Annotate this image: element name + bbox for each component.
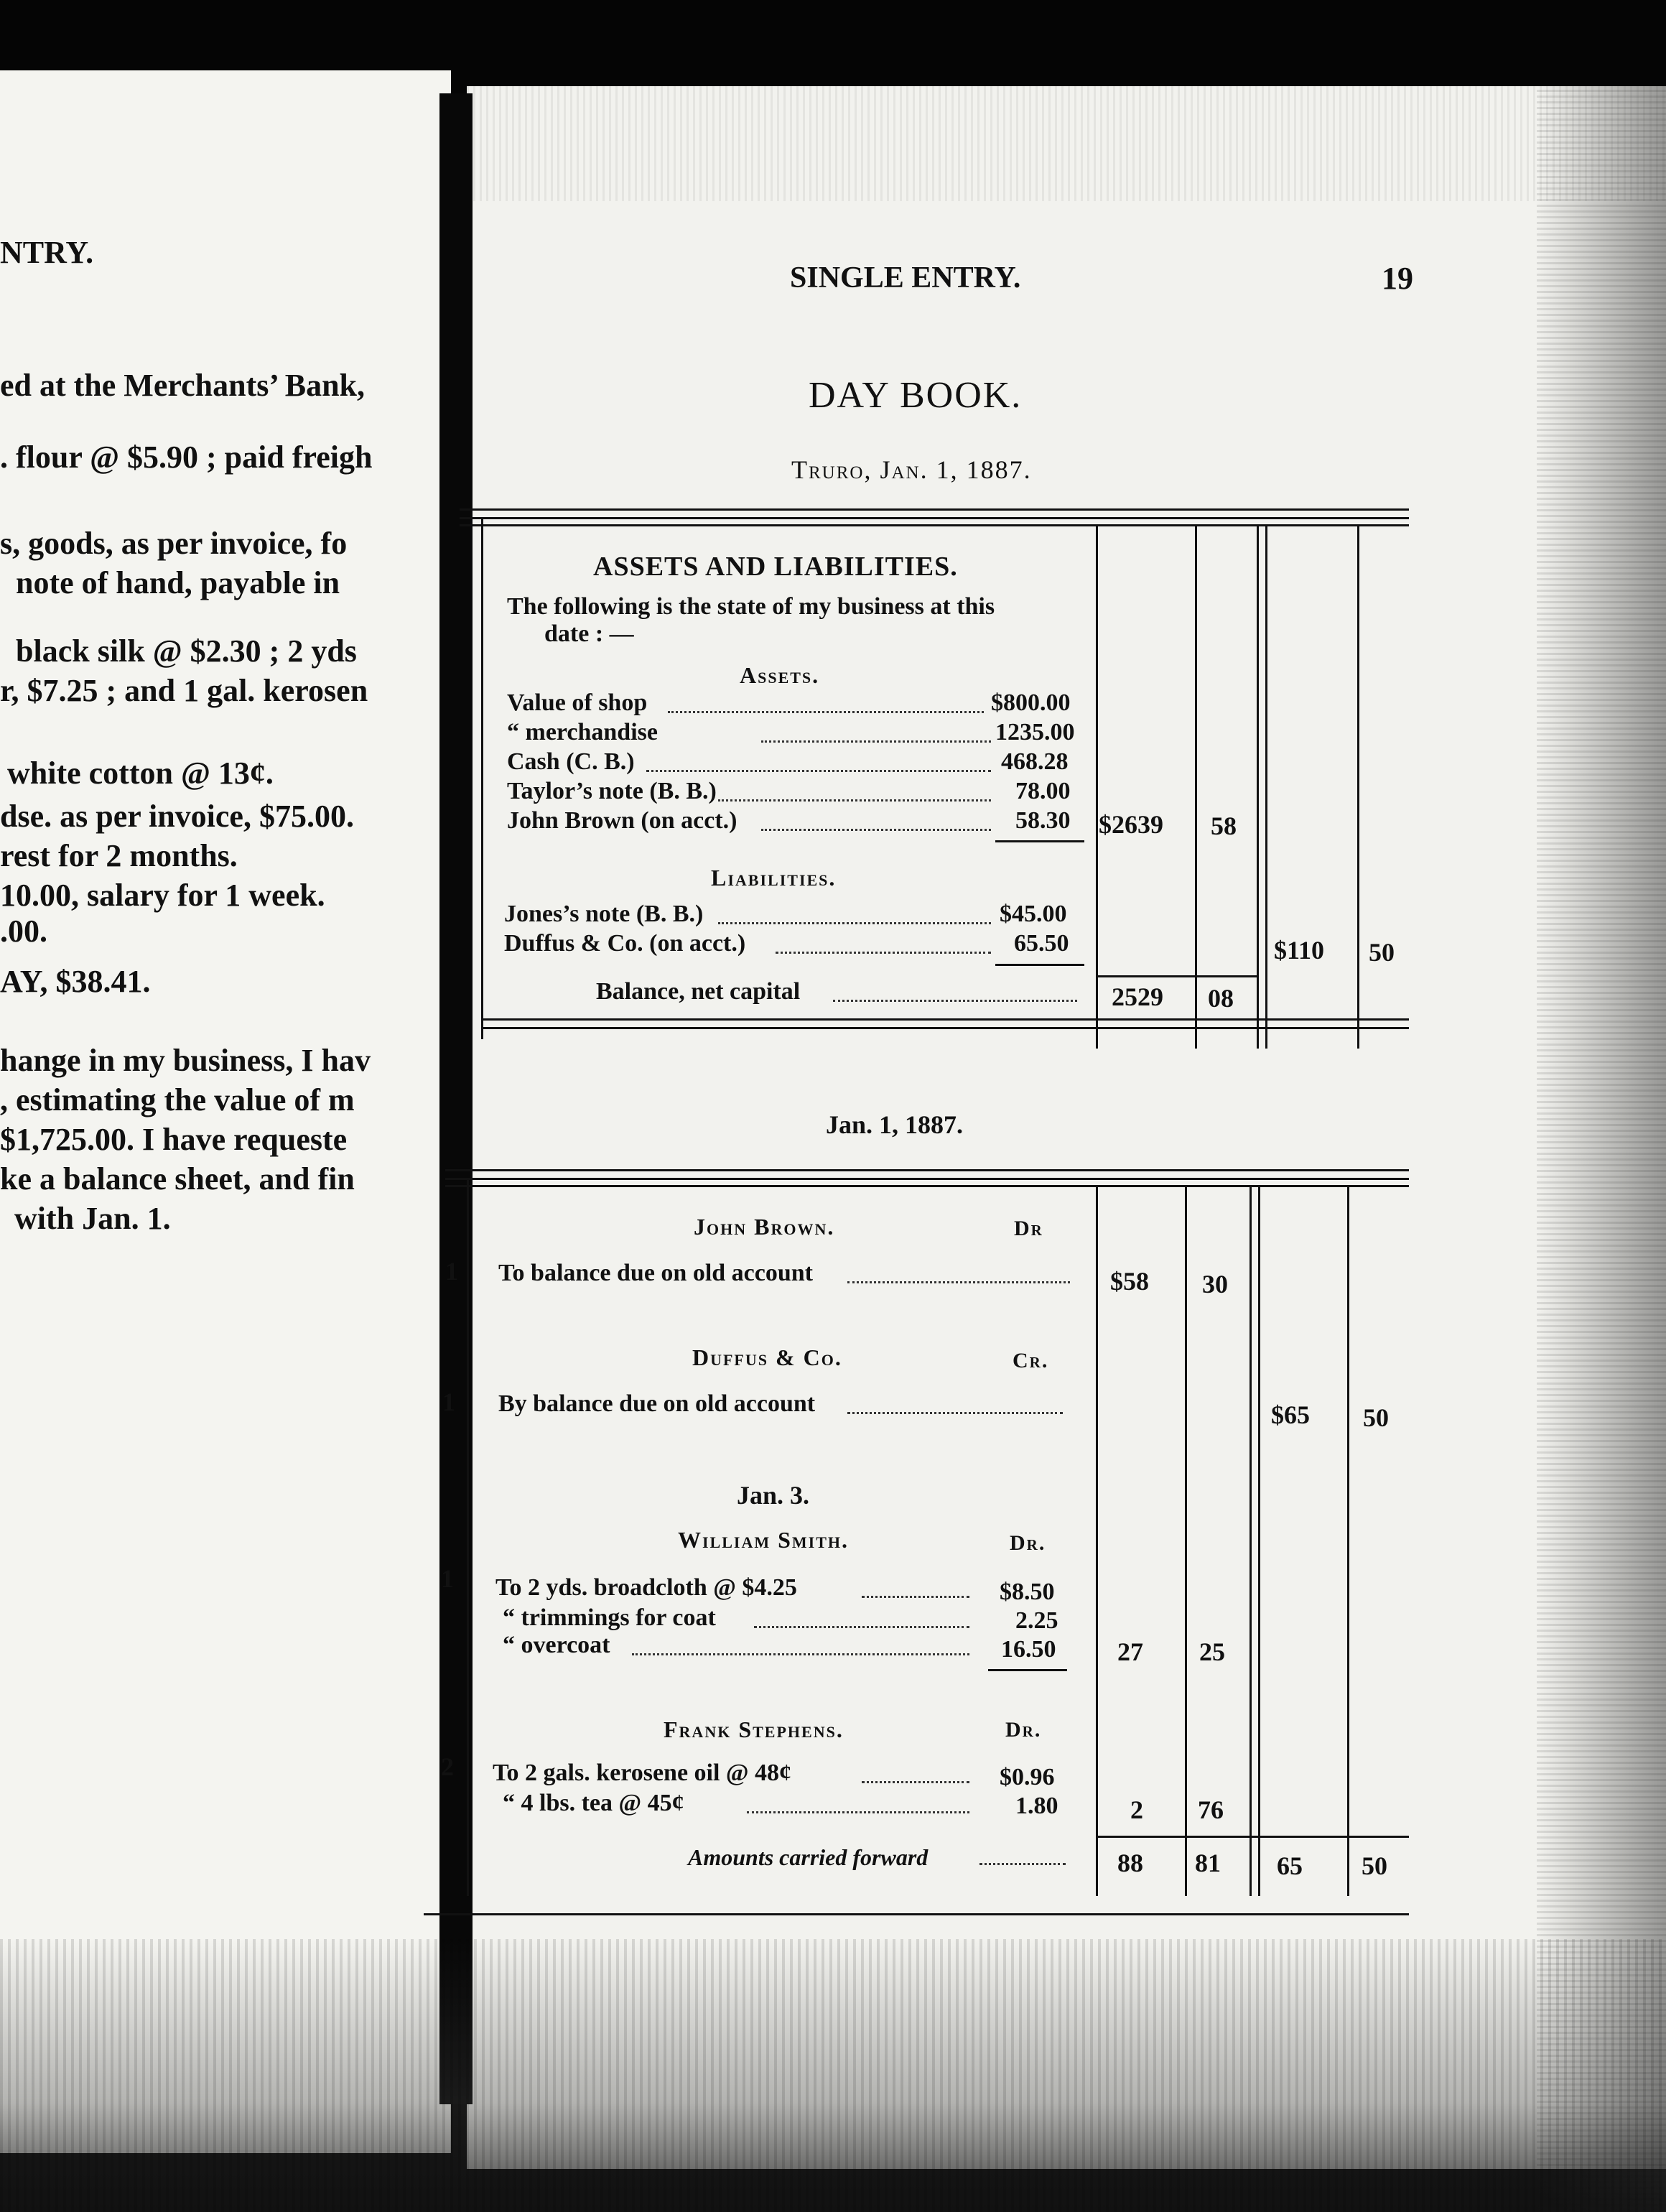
entry-side: Cr. [1013, 1349, 1049, 1372]
left-line-13: AY, $38.41. [0, 964, 151, 999]
left-line-12: .00. [0, 914, 47, 949]
rule-top-2 [460, 517, 1409, 519]
left-line-15: , estimating the value of m [0, 1082, 355, 1117]
entry-folio: 2 [441, 1752, 454, 1781]
scan-noise-top [467, 86, 1666, 201]
line-amount: 16.50 [1001, 1636, 1056, 1663]
dr-dollars: 27 [1117, 1637, 1143, 1666]
left-line-2: ed at the Merchants’ Bank, [0, 368, 366, 403]
entry-line: By balance due on old account [498, 1390, 816, 1417]
assets-intro-1: The following is the state of my business at this [507, 593, 995, 620]
entry-name: Duffus & Co. [692, 1344, 842, 1370]
journal-rule-top-1 [445, 1169, 1409, 1171]
dot-leader [747, 1811, 969, 1813]
entry-line: “ overcoat [503, 1632, 610, 1658]
scan-noise-bottom [0, 1939, 1666, 2212]
liability-label: Jones’s note (B. B.) [504, 901, 704, 927]
journal-col-rule-4 [1258, 1185, 1260, 1896]
scan-border-top [0, 0, 1666, 72]
forward-rule [1096, 1836, 1409, 1838]
left-line-17: ke a balance sheet, and fin [0, 1161, 355, 1196]
left-line-6: black silk @ $2.30 ; 2 yds [16, 633, 357, 669]
dot-leader [761, 740, 991, 743]
liability-amount: 65.50 [1014, 930, 1069, 957]
assets-total-dollars: $2639 [1099, 810, 1163, 839]
left-line-16: $1,725.00. I have requeste [0, 1122, 348, 1157]
liabilities-total-cents: 50 [1369, 938, 1395, 967]
entry-line: To balance due on old account [498, 1260, 813, 1286]
dot-leader [668, 711, 984, 713]
left-line-8: white cotton @ 13¢. [7, 756, 274, 791]
dot-leader [754, 1626, 969, 1628]
line-amount: 1.80 [1015, 1793, 1058, 1819]
dot-leader [718, 799, 991, 801]
place-date: Truro, Jan. 1, 1887. [791, 455, 1032, 484]
asset-label: Taylor’s note (B. B.) [507, 778, 717, 804]
entry-name: John Brown. [694, 1214, 835, 1240]
left-line-10: rest for 2 months. [0, 838, 238, 873]
assets-col-rule-4 [1265, 524, 1267, 1049]
dot-leader [718, 922, 991, 924]
left-line-7: r, $7.25 ; and 1 gal. kerosen [0, 673, 368, 708]
left-line-4: s, goods, as per invoice, fo [0, 526, 348, 561]
dot-leader [862, 1781, 969, 1783]
left-line-3: . flour @ $5.90 ; paid freigh [0, 440, 373, 475]
assets-sum-rule [995, 840, 1084, 842]
entry-side: Dr. [1005, 1718, 1042, 1742]
journal-col-rule-1 [1096, 1185, 1098, 1896]
forward-dr-cents: 81 [1195, 1849, 1221, 1877]
asset-amount: 78.00 [1015, 778, 1071, 804]
dr-dollars: $58 [1110, 1267, 1149, 1296]
rule-top-1 [460, 508, 1409, 511]
scan-noise-right [1537, 86, 1666, 2212]
forward-cr-dollars: 65 [1277, 1851, 1303, 1880]
left-line-1: NTRY. [0, 235, 94, 270]
dot-leader [847, 1412, 1063, 1414]
assets-rule-bottom-2 [481, 1027, 1409, 1029]
cr-dollars: $65 [1271, 1400, 1310, 1429]
dot-leader [862, 1596, 969, 1598]
journal-date-2: Jan. 3. [737, 1481, 810, 1510]
journal-col-rule-5 [1347, 1185, 1349, 1896]
balance-label: Balance, net capital [596, 978, 801, 1005]
entry-side: Dr. [1010, 1531, 1046, 1555]
dot-leader [632, 1653, 969, 1655]
assets-total-cents: 58 [1211, 812, 1237, 840]
forward-dr-dollars: 88 [1117, 1849, 1143, 1877]
line-amount: $0.96 [1000, 1764, 1055, 1790]
right-page [467, 86, 1666, 2169]
balance-dollars: 2529 [1112, 982, 1163, 1011]
balance-rule [1096, 975, 1257, 977]
dr-cents: 76 [1198, 1795, 1224, 1824]
cr-cents: 50 [1363, 1403, 1389, 1432]
entry-line: To 2 yds. broadcloth @ $4.25 [495, 1574, 797, 1601]
assets-intro-2: date : — [544, 621, 634, 647]
forward-label: Amounts carried forward [688, 1844, 929, 1870]
forward-cr-cents: 50 [1362, 1851, 1387, 1880]
line-amount: $8.50 [1000, 1579, 1055, 1605]
entry-line: To 2 gals. kerosene oil @ 48¢ [493, 1760, 792, 1786]
assets-col-rule-5 [1357, 524, 1359, 1049]
assets-col-rule-2 [1195, 524, 1197, 1049]
journal-col-rule-2 [1185, 1185, 1187, 1896]
liabilities-total-dollars: $110 [1274, 936, 1325, 965]
liability-amount: $45.00 [1000, 901, 1067, 927]
liabilities-sum-rule [995, 964, 1084, 966]
asset-amount: $800.00 [991, 689, 1071, 716]
left-line-18: with Jan. 1. [14, 1201, 171, 1236]
dot-leader [847, 1281, 1070, 1283]
journal-folio-rule [467, 1178, 469, 1896]
left-line-11: 10.00, salary for 1 week. [0, 878, 325, 913]
entry-line: “ trimmings for coat [503, 1604, 716, 1631]
page-number: 19 [1382, 261, 1413, 296]
entry-name: William Smith. [678, 1527, 850, 1553]
assets-rule-bottom-1 [481, 1018, 1409, 1021]
journal-rule-top-2 [445, 1178, 1409, 1180]
entry-folio: 1 [442, 1388, 455, 1416]
dot-leader [833, 1000, 1077, 1002]
dot-leader [761, 829, 991, 831]
line-amount: 2.25 [1015, 1607, 1058, 1634]
balance-cents: 08 [1208, 984, 1234, 1013]
assets-col-rule-3 [1257, 524, 1259, 1049]
dot-leader [646, 770, 991, 772]
page-title: DAY BOOK. [809, 375, 1023, 416]
assets-label: Assets. [740, 662, 820, 688]
asset-label: Cash (C. B.) [507, 748, 635, 775]
entry-folio: 1 [445, 1257, 458, 1286]
asset-amount: 58.30 [1015, 807, 1071, 834]
entry-folio: 1 [441, 1564, 454, 1593]
left-line-9: dse. as per invoice, $75.00. [0, 799, 354, 834]
journal-rule-top-3 [445, 1185, 1409, 1187]
entry-side: Dr [1014, 1217, 1043, 1240]
left-line-5: note of hand, payable in [16, 565, 340, 600]
dr-cents: 30 [1202, 1270, 1228, 1298]
liability-label: Duffus & Co. (on acct.) [504, 930, 746, 957]
dr-cents: 25 [1199, 1637, 1225, 1666]
left-line-14: hange in my business, I hav [0, 1043, 371, 1078]
asset-label: “ merchandise [507, 719, 658, 745]
dot-leader [979, 1863, 1066, 1865]
asset-amount: 468.28 [1001, 748, 1069, 775]
journal-col-rule-3 [1250, 1185, 1252, 1896]
asset-label: Value of shop [507, 689, 648, 716]
liabilities-label: Liabilities. [711, 865, 837, 891]
running-title: SINGLE ENTRY. [790, 261, 1021, 294]
assets-folio-rule [481, 519, 483, 1039]
assets-heading: ASSETS AND LIABILITIES. [593, 552, 958, 582]
sum-rule [988, 1669, 1067, 1671]
entry-name: Frank Stephens. [664, 1716, 844, 1742]
dot-leader [776, 952, 991, 954]
journal-date: Jan. 1, 1887. [826, 1110, 964, 1139]
asset-amount: 1235.00 [995, 719, 1075, 745]
asset-label: John Brown (on acct.) [507, 807, 737, 834]
entry-line: “ 4 lbs. tea @ 45¢ [503, 1790, 684, 1816]
dr-dollars: 2 [1130, 1795, 1143, 1824]
journal-rule-bottom [424, 1913, 1409, 1915]
assets-col-rule-1 [1096, 524, 1098, 1049]
